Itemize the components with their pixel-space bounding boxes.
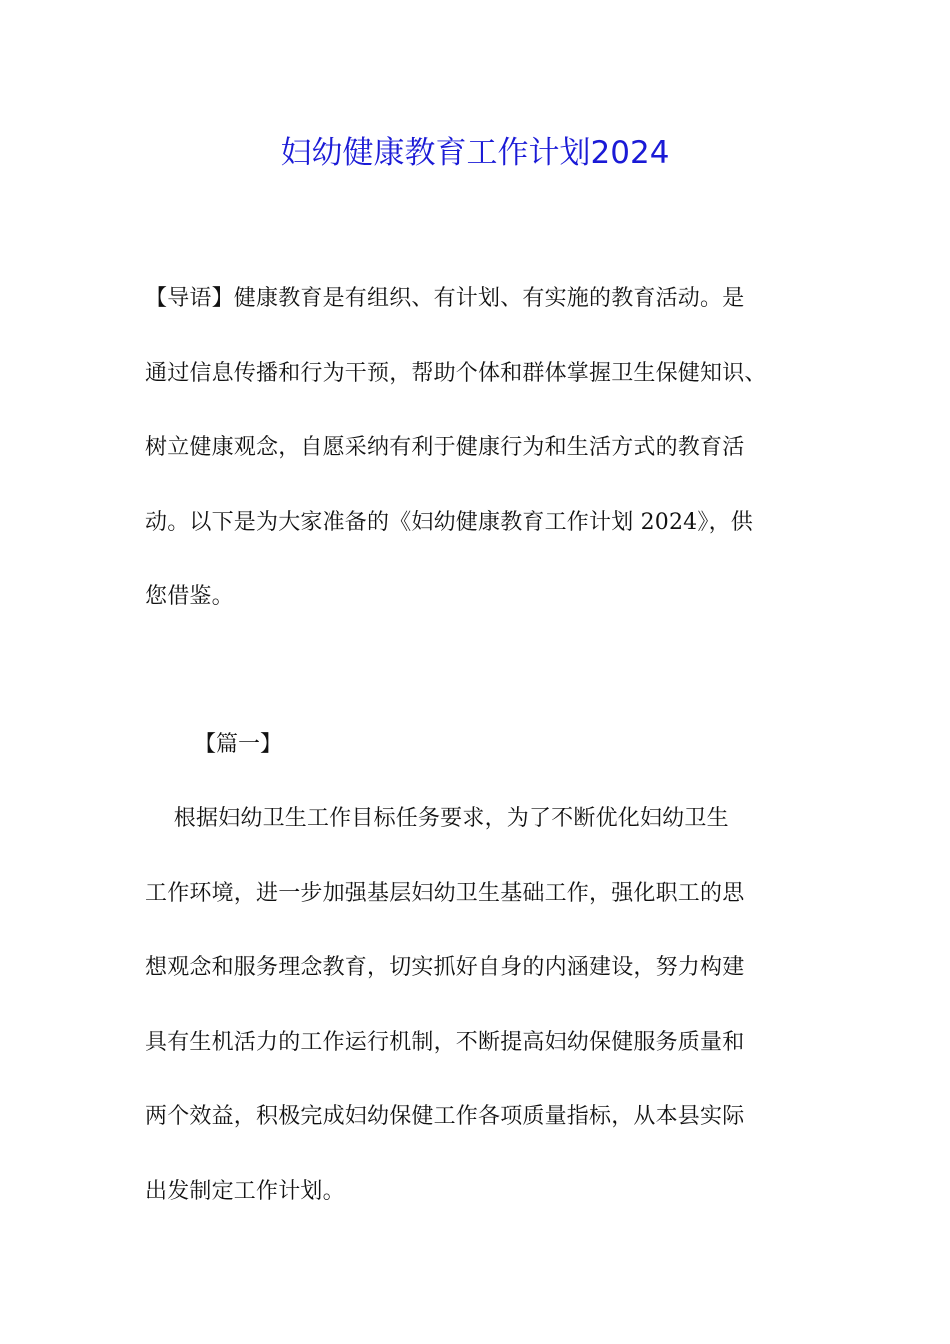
section-heading: 【篇一】 <box>194 732 283 757</box>
paragraph-line: 出发制定工作计划。 <box>145 1178 345 1204</box>
paragraph-line: 工作环境，进一步加强基层妇幼卫生基础工作，强化职工的思 <box>145 880 745 906</box>
intro-paragraph <box>145 283 810 656</box>
intro-line: 动。以下是为大家准备的《妇幼健康教育工作计划 2024》，供 <box>145 509 753 535</box>
section-paragraph <box>145 803 810 1250</box>
paragraph-line: 根据妇幼卫生工作目标任务要求，为了不断优化妇幼卫生 <box>145 806 729 831</box>
intro-line: 【导语】健康教育是有组织、有计划、有实施的教育活动。是 <box>145 286 745 311</box>
paragraph-line: 具有生机活力的工作运行机制，不断提高妇幼保健服务质量和 <box>145 1029 745 1055</box>
document-title: 妇幼健康教育工作计划2024 <box>280 135 670 171</box>
intro-line: 您借鉴。 <box>145 584 234 609</box>
intro-line: 通过信息传播和行为干预，帮助个体和群体掌握卫生保健知识、 <box>145 360 767 386</box>
intro-line: 树立健康观念，自愿采纳有利于健康行为和生活方式的教育活 <box>145 435 745 460</box>
paragraph-line: 两个效益，积极完成妇幼保健工作各项质量指标，从本县实际 <box>145 1104 745 1129</box>
paragraph-line: 想观念和服务理念教育，切实抓好自身的内涵建设，努力构建 <box>145 955 745 980</box>
